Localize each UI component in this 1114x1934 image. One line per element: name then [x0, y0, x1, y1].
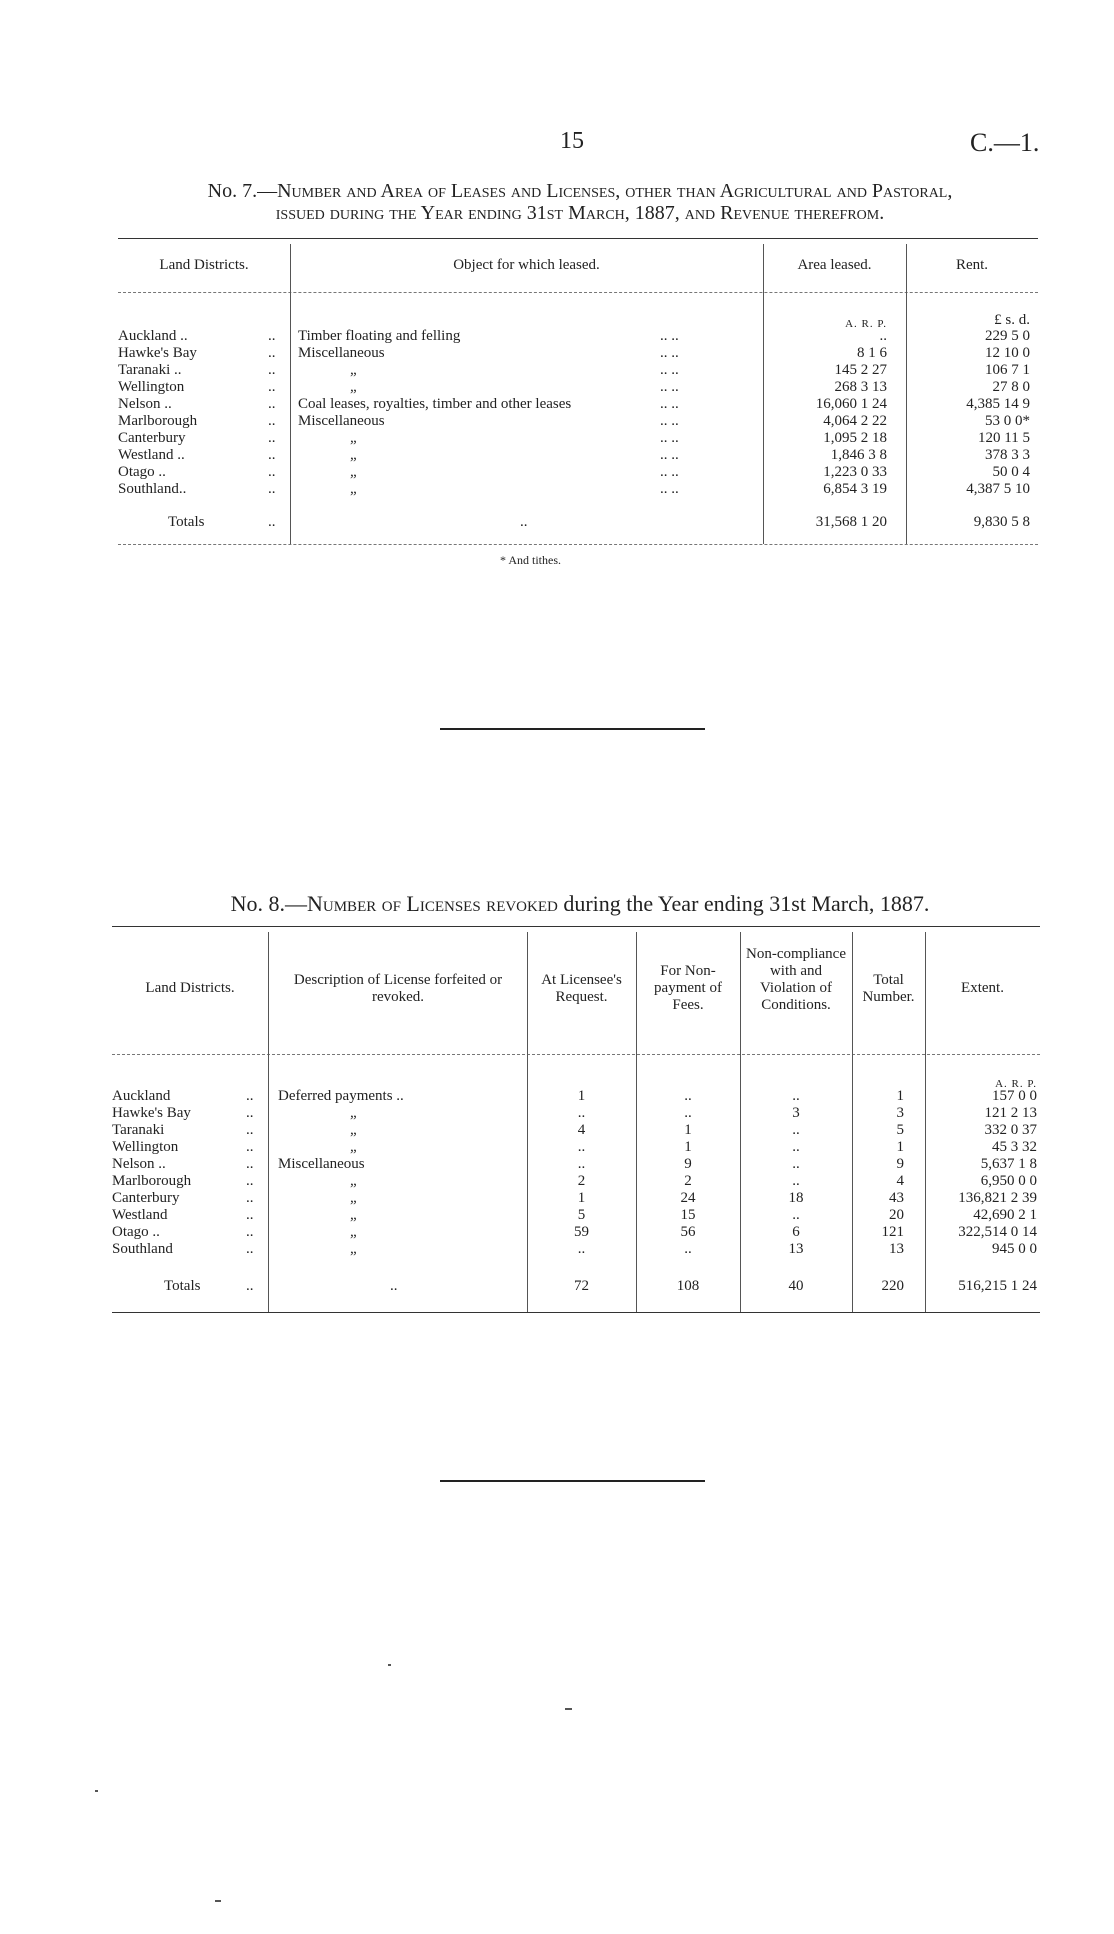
table7-leader-dots: .. ..	[660, 328, 679, 344]
table8-column-rule	[268, 932, 269, 1312]
table8-description-cell: „	[350, 1173, 357, 1189]
table8-extent-cell: 121 2 13	[984, 1105, 1037, 1121]
table8-noncompliance-cell: 13	[788, 1241, 804, 1257]
page-number: 15	[560, 128, 584, 154]
table8-description-cell: „	[350, 1207, 357, 1223]
table8-noncompliance-cell: ..	[792, 1122, 800, 1138]
table7-leader-dots: ..	[268, 328, 276, 344]
table8-leader-dots: ..	[246, 1122, 254, 1138]
table8-totals-extent: 516,215 1 24	[958, 1278, 1037, 1294]
table8-noncompliance-cell: 18	[788, 1190, 804, 1206]
table8-extent-cell: 136,821 2 39	[958, 1190, 1037, 1206]
table7-title-line2: issued during the Year ending 31st March, 1887, and Revenue therefrom.	[275, 202, 885, 224]
table7-totals-label: Totals	[168, 514, 205, 530]
table8-extent-cell: 6,950 0 0	[980, 1173, 1037, 1189]
table7-leader-dots: ..	[268, 464, 276, 480]
table8-noncompliance-cell: 6	[792, 1224, 800, 1240]
table7-leader-dots: ..	[268, 481, 276, 497]
table8-noncompliance-cell: ..	[792, 1156, 800, 1172]
table8-title-rest: during the Year ending 31st March, 1887.	[557, 891, 930, 916]
table8-leader-dots: ..	[246, 1105, 254, 1121]
table8-header-rule	[112, 1054, 1040, 1055]
table8-fees-cell: ..	[684, 1241, 692, 1257]
table8-fees-cell: 1	[684, 1122, 692, 1138]
table7-district-cell: Taranaki ..	[118, 362, 182, 378]
table7-rent-cell: 12 10 0	[985, 345, 1030, 361]
table7-totals-object: ..	[520, 514, 528, 530]
table7-object-cell: „	[350, 447, 357, 463]
table7-units-rent: £ s. d.	[994, 312, 1030, 328]
table7-leader-dots: ..	[268, 514, 276, 530]
table8-totals-total: 220	[881, 1278, 904, 1294]
table8-description-cell: „	[350, 1190, 357, 1206]
table8-description-cell: Deferred payments ..	[278, 1088, 404, 1104]
table8-description-cell: „	[350, 1122, 357, 1138]
table7-rent-cell: 229 5 0	[985, 328, 1030, 344]
table7-header-rule	[118, 292, 1038, 293]
table8-request-cell: 59	[574, 1224, 589, 1240]
table8-request-cell: ..	[577, 1156, 586, 1172]
table8-total-cell: 121	[881, 1224, 904, 1240]
table7-leader-dots: ..	[268, 413, 276, 429]
table8-title-number: No. 8.—	[230, 891, 307, 916]
table7-object-cell: Miscellaneous	[298, 413, 385, 429]
scan-speck	[95, 1790, 98, 1792]
scan-speck	[565, 1708, 572, 1710]
table8-totals-noncompliance: 40	[788, 1278, 804, 1294]
table8-total-cell: 1	[896, 1088, 904, 1104]
table8-request-cell: ..	[577, 1241, 586, 1257]
table7-header-district: Land Districts.	[159, 257, 249, 273]
table8-request-cell: 4	[577, 1122, 586, 1138]
table8-request-cell: ..	[577, 1105, 586, 1121]
table8-fees-cell: 24	[680, 1190, 696, 1206]
table8-fees-cell: 1	[684, 1139, 692, 1155]
table8-request-cell: 5	[577, 1207, 586, 1223]
table8-title	[110, 893, 1050, 915]
table7-leader-dots: ..	[268, 362, 276, 378]
table7-object-cell: „	[350, 481, 357, 497]
table7-rent-cell: 4,385 14 9	[966, 396, 1030, 412]
table7-district-cell: Westland ..	[118, 447, 185, 463]
table8-leader-dots: ..	[246, 1241, 254, 1257]
table8-request-cell: 1	[577, 1088, 586, 1104]
table8-noncompliance-cell: ..	[792, 1173, 800, 1189]
table7-bottom-rule	[118, 544, 1038, 545]
table7-district-cell: Marlborough	[118, 413, 198, 429]
table7-leader-dots: ..	[268, 447, 276, 463]
table8-leader-dots: ..	[246, 1278, 254, 1294]
table8-request-cell: 1	[577, 1190, 586, 1206]
table7-leader-dots: .. ..	[660, 413, 679, 429]
table8-total-cell: 43	[889, 1190, 904, 1206]
table7-area-cell: ..	[879, 328, 887, 344]
section-divider-rule	[440, 728, 705, 730]
table7-district-cell: Hawke's Bay	[118, 345, 197, 361]
table8-leader-dots: ..	[246, 1190, 254, 1206]
table8-request-cell: 2	[577, 1173, 586, 1189]
table7-leader-dots: ..	[268, 430, 276, 446]
table7-area-cell: 16,060 1 24	[815, 396, 887, 412]
table7-leader-dots: .. ..	[660, 481, 679, 497]
table8-fees-cell: 15	[680, 1207, 696, 1223]
table7-rent-cell: 4,387 5 10	[966, 481, 1030, 497]
table7-title-number: No. 7.—	[207, 180, 278, 202]
table8-totals-fees: 108	[676, 1278, 700, 1294]
table8-noncompliance-cell: ..	[792, 1139, 800, 1155]
table7-area-cell: 6,854 3 19	[823, 481, 887, 497]
table7-leader-dots: ..	[268, 379, 276, 395]
table7-area-cell: 4,064 2 22	[823, 413, 887, 429]
table8-district-cell: Hawke's Bay	[112, 1105, 191, 1121]
table7-district-cell: Auckland ..	[118, 328, 188, 344]
table8-header-total: Total Number.	[862, 972, 915, 1005]
table7-rent-cell: 106 7 1	[985, 362, 1030, 378]
table8-leader-dots: ..	[246, 1139, 254, 1155]
scan-speck	[215, 1900, 221, 1902]
table8-total-cell: 3	[896, 1105, 904, 1121]
table8-district-cell: Auckland	[112, 1088, 171, 1104]
table8-totals-request: 72	[574, 1278, 589, 1294]
table8-total-cell: 5	[896, 1122, 904, 1138]
table7-area-cell: 8 1 6	[857, 345, 887, 361]
table8-noncompliance-cell: ..	[792, 1207, 800, 1223]
table7-leader-dots: ..	[268, 396, 276, 412]
table7-leader-dots: ..	[268, 345, 276, 361]
table8-total-cell: 20	[889, 1207, 904, 1223]
table8-totals-description: ..	[390, 1278, 398, 1294]
table7-leader-dots: .. ..	[660, 430, 679, 446]
table8-fees-cell: 56	[680, 1224, 696, 1240]
table8-leader-dots: ..	[246, 1088, 254, 1104]
table8-bottom-rule	[112, 1312, 1040, 1313]
scan-speck	[388, 1664, 391, 1666]
table8-total-cell: 4	[896, 1173, 904, 1189]
table7-units-area: A. R. P.	[845, 318, 887, 330]
table7-district-cell: Canterbury	[118, 430, 186, 446]
table8-district-cell: Nelson ..	[112, 1156, 166, 1172]
table8-total-cell: 13	[889, 1241, 904, 1257]
table7-object-cell: Miscellaneous	[298, 345, 385, 361]
table7-object-cell: „	[350, 379, 357, 395]
table8-district-cell: Wellington	[112, 1139, 179, 1155]
table8-fees-cell: 9	[684, 1156, 692, 1172]
table8-noncompliance-cell: 3	[792, 1105, 800, 1121]
table8-header-request: At Licensee's Request.	[541, 972, 622, 1005]
table8-extent-cell: 42,690 2 1	[973, 1207, 1037, 1223]
document-reference: C.—1.	[970, 128, 1040, 157]
table8-district-cell: Canterbury	[112, 1190, 180, 1206]
table8-district-cell: Otago ..	[112, 1224, 160, 1240]
table7-district-cell: Wellington	[118, 379, 185, 395]
table7-leader-dots: .. ..	[660, 464, 679, 480]
table7-leader-dots: .. ..	[660, 345, 679, 361]
table8-top-rule	[112, 926, 1040, 927]
table7-totals-rent: 9,830 5 8	[973, 514, 1030, 530]
table8-district-cell: Marlborough	[112, 1173, 192, 1189]
table8-description-cell: Miscellaneous	[278, 1156, 365, 1172]
table7-title-text: Number and Area of Leases and Licenses, other than Agricultural and Pastoral,	[277, 180, 953, 202]
table7-district-cell: Nelson ..	[118, 396, 172, 412]
table8-leader-dots: ..	[246, 1224, 254, 1240]
table8-fees-cell: ..	[684, 1088, 692, 1104]
table8-header-fees: For Non-payment of Fees.	[654, 963, 722, 1013]
bottom-divider-rule	[440, 1480, 705, 1482]
table8-noncompliance-cell: ..	[792, 1088, 800, 1104]
table7-object-cell: Coal leases, royalties, timber and other leases	[298, 396, 572, 412]
table7-leader-dots: .. ..	[660, 396, 679, 412]
table7-top-rule	[118, 238, 1038, 239]
table8-header-description: Description of License forfeited or revoked.	[293, 972, 503, 1005]
table7-object-cell: „	[350, 464, 357, 480]
table8-total-cell: 1	[896, 1139, 904, 1155]
table8-totals-label: Totals	[164, 1278, 201, 1294]
table7-title	[110, 180, 1050, 224]
table8-leader-dots: ..	[246, 1173, 254, 1189]
table7-rent-cell: 120 11 5	[978, 430, 1030, 446]
table8-district-cell: Taranaki	[112, 1122, 165, 1138]
table8-request-cell: ..	[577, 1139, 586, 1155]
table7-rent-cell: 378 3 3	[985, 447, 1030, 463]
table7-header-rent: Rent.	[955, 257, 989, 273]
table8-district-cell: Southland	[112, 1241, 173, 1257]
table8-fees-cell: ..	[684, 1105, 692, 1121]
table7-column-rule	[290, 244, 291, 544]
table8-description-cell: „	[350, 1224, 357, 1240]
table7-rent-cell: 50 0 4	[992, 464, 1030, 480]
table8-description-cell: „	[350, 1139, 357, 1155]
table7-object-cell: „	[350, 430, 357, 446]
table8-description-cell: „	[350, 1105, 357, 1121]
table8-district-cell: Westland	[112, 1207, 168, 1223]
table7-area-cell: 268 3 13	[834, 379, 887, 395]
table8-extent-cell: 45 3 32	[992, 1139, 1037, 1155]
table8-extent-cell: 322,514 0 14	[958, 1224, 1037, 1240]
table7-object-cell: Timber floating and felling	[298, 328, 461, 344]
table7-leader-dots: .. ..	[660, 447, 679, 463]
table8-description-cell: „	[350, 1241, 357, 1257]
table8-leader-dots: ..	[246, 1207, 254, 1223]
table7-footnote: * And tithes.	[500, 553, 562, 567]
table7-area-cell: 1,095 2 18	[823, 430, 887, 446]
table7-rent-cell: 27 8 0	[992, 379, 1030, 395]
table7-district-cell: Otago ..	[118, 464, 166, 480]
table7-rent-cell: 53 0 0*	[985, 413, 1030, 429]
table7-title-line1	[110, 180, 1050, 202]
table8-extent-cell: 332 0 37	[984, 1122, 1037, 1138]
table7-leader-dots: .. ..	[660, 379, 679, 395]
table7-header-area: Area leased.	[797, 257, 872, 273]
table7-leader-dots: .. ..	[660, 362, 679, 378]
table7-totals-area: 31,568 1 20	[815, 514, 887, 530]
table7-object-cell: „	[350, 362, 357, 378]
table7-header-object: Object for which leased.	[453, 257, 600, 273]
table8-header-noncompliance: Non-compliance with and Violation of Conditions.	[746, 946, 846, 1013]
table7-district-cell: Southland..	[118, 481, 187, 497]
table8-header-extent: Extent.	[961, 980, 1004, 996]
table8-extent-cell: 157 0 0	[992, 1088, 1037, 1104]
table7-area-cell: 1,223 0 33	[823, 464, 887, 480]
table8-extent-cell: 945 0 0	[992, 1241, 1037, 1257]
table8-total-cell: 9	[896, 1156, 904, 1172]
table8-fees-cell: 2	[684, 1173, 692, 1189]
table7-area-cell: 1,846 3 8	[830, 447, 887, 463]
table8-extent-cell: 5,637 1 8	[980, 1156, 1037, 1172]
table8-header-district: Land Districts.	[145, 980, 235, 996]
table7-area-cell: 145 2 27	[834, 362, 887, 378]
table8-units-extent: A. R. P.	[995, 1078, 1037, 1090]
table8-leader-dots: ..	[246, 1156, 254, 1172]
table8-title-caps: Number of Licenses revoked	[307, 891, 558, 916]
